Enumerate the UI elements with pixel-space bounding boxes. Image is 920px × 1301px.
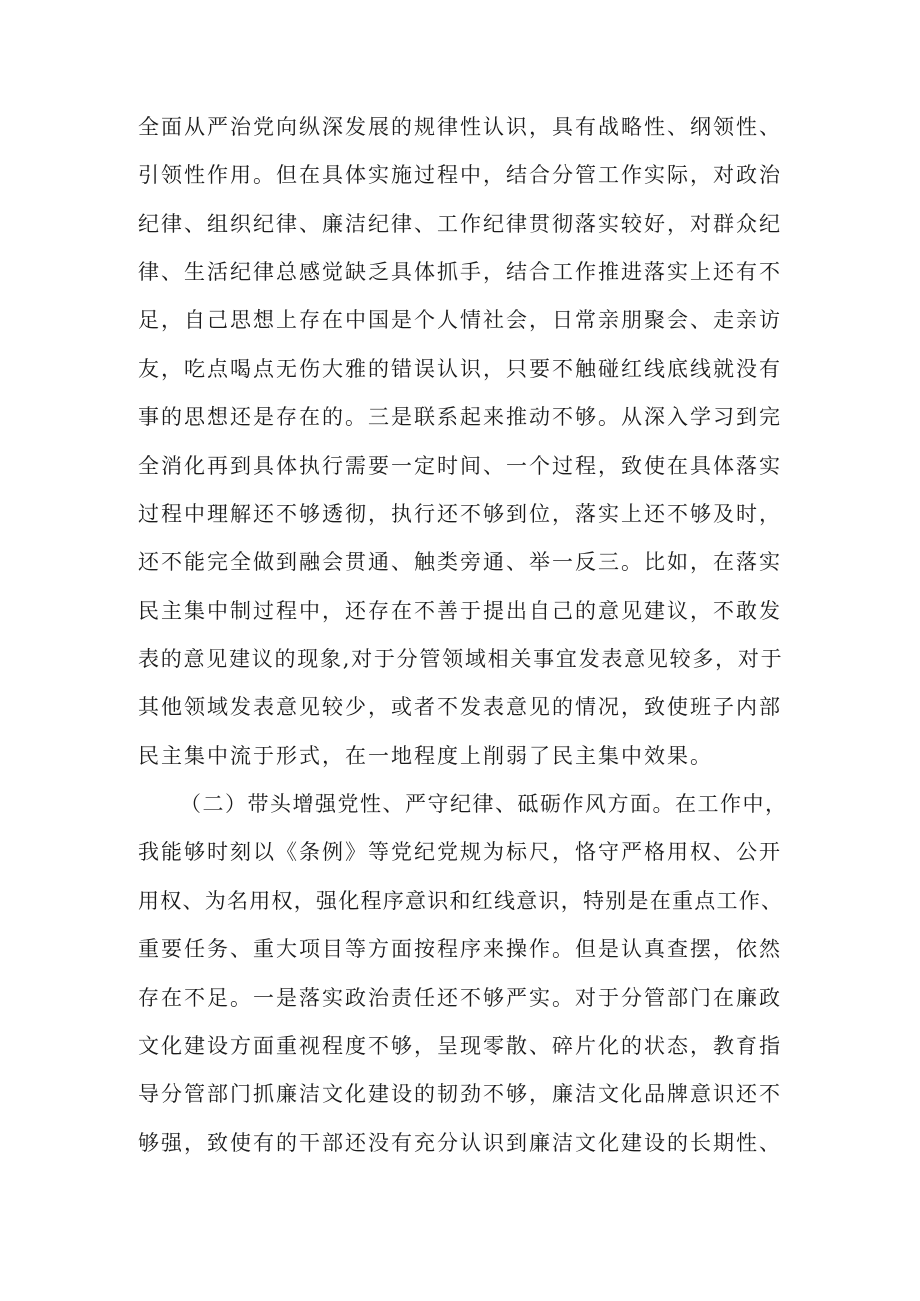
text-line: 我能够时刻以《条例》等党纪党规为标尺，恪守严格用权、公开	[138, 840, 782, 864]
text-line: 引领性作用。但在具体实施过程中，结合分管工作实际，对政治	[138, 163, 782, 187]
text-line: 友，吃点喝点无伤大雅的错误认识，只要不触碰红线底线就没有	[138, 357, 782, 381]
text-line: 存在不足。一是落实政治责任还不够严实。对于分管部门在廉政	[138, 986, 782, 1010]
text-line: 其他领域发表意见较少，或者不发表意见的情况，致使班子内部	[138, 695, 782, 719]
text-line: 民主集中流于形式，在一地程度上削弱了民主集中效果。	[138, 744, 713, 768]
text-line: 纪律、组织纪律、廉洁纪律、工作纪律贯彻落实较好，对群众纪	[138, 212, 782, 236]
text-line: 过程中理解还不够透彻，执行还不够到位，落实上还不够及时，	[138, 502, 782, 526]
text-line: 足，自己思想上存在中国是个人情社会，日常亲朋聚会、走亲访	[138, 308, 782, 332]
text-line: 表的意见建议的现象,对于分管领域相关事宜发表意见较多，对于	[138, 647, 784, 671]
text-line: 文化建设方面重视程度不够，呈现零散、碎片化的状态，教育指	[138, 1034, 782, 1058]
text-line: 律、生活纪律总感觉缺乏具体抓手，结合工作推进落实上还有不	[138, 260, 782, 284]
text-line: 民主集中制过程中，还存在不善于提出自己的意见建议，不敢发	[138, 599, 782, 623]
text-line: 导分管部门抓廉洁文化建设的韧劲不够，廉洁文化品牌意识还不	[138, 1082, 782, 1106]
text-line: 重要任务、重大项目等方面按程序来操作。但是认真查摆，依然	[138, 937, 782, 961]
text-line: 全消化再到具体执行需要一定时间、一个过程，致使在具体落实	[138, 454, 782, 478]
text-line: 事的思想还是存在的。三是联系起来推动不够。从深入学习到完	[138, 405, 782, 429]
text-line: 用权、为名用权，强化程序意识和红线意识，特别是在重点工作、	[138, 889, 784, 913]
text-line: 全面从严治党向纵深发展的规律性认识，具有战略性、纲领性、	[138, 115, 782, 139]
text-line: 还不能完全做到融会贯通、触类旁通、举一反三。比如，在落实	[138, 550, 782, 574]
text-line: 够强，致使有的干部还没有充分认识到廉洁文化建设的长期性、	[138, 1131, 782, 1155]
section-heading-line: （二）带头增强党性、严守纪律、砥砺作风方面。在工作中，	[180, 792, 788, 816]
